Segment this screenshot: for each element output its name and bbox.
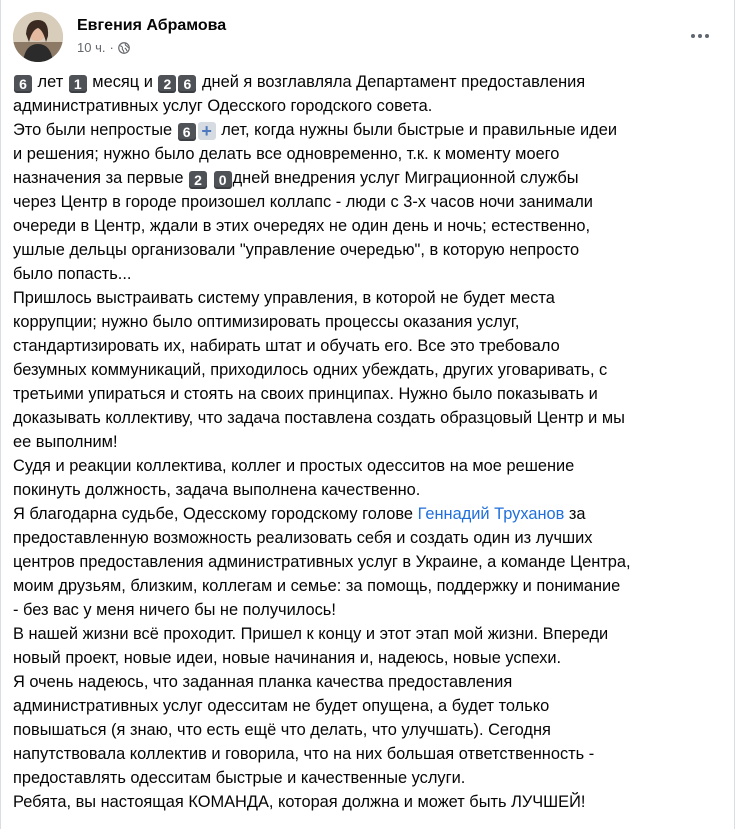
post-time[interactable]: 10 ч. xyxy=(77,40,106,55)
text-line: административных услуг Одесского городского совета. xyxy=(13,97,433,115)
post-meta xyxy=(77,40,130,56)
text-line: очереди в Центр, ждали в этих очередях не один день и ночь; естественно, xyxy=(13,217,591,235)
plus-emoji: + xyxy=(198,122,216,140)
keycap-1-emoji: 1 xyxy=(69,75,87,93)
text-line: ее выполним! xyxy=(13,433,118,451)
text-line xyxy=(13,502,718,526)
meta-separator: · xyxy=(109,40,114,55)
text-line: покинуть должность, задача выполнена качественно. xyxy=(13,481,421,499)
more-dot xyxy=(705,34,709,38)
avatar-image xyxy=(13,12,63,62)
text-line xyxy=(13,70,718,94)
more-options-button[interactable] xyxy=(682,18,718,54)
more-dot xyxy=(698,34,702,38)
text-line: административных услуг одесситам не будет опущена, а будет только xyxy=(13,697,550,715)
text-line: - без вас у меня ничего бы не получилось! xyxy=(13,601,336,619)
text-line xyxy=(13,118,718,142)
text-line: Пришлось выстраивать систему управления, в которой не будет места xyxy=(13,289,555,307)
text-line: безумных коммуникаций, приходилось одних убеждать, других уговаривать, с xyxy=(13,361,608,379)
avatar[interactable] xyxy=(13,12,63,62)
text-line: предоставлять одесситам быстрые и качественные услуги. xyxy=(13,769,466,787)
text-line: новый проект, новые идеи, новые начинания и, надеюсь, новые успехи. xyxy=(13,649,562,667)
more-horizontal-icon xyxy=(691,34,695,38)
text-span: дней я возглавляла Департамент предоставления xyxy=(197,73,586,91)
text-line: доказывать коллективу, что задача поставлена создать образцовый Центр и мы xyxy=(13,409,625,427)
text-span: лет xyxy=(33,73,68,91)
keycap-6-emoji: 6 xyxy=(178,123,196,141)
text-line: моим друзьям, близким, коллегам и семье: за помощь, поддержку и понимание xyxy=(13,577,621,595)
post-text xyxy=(13,70,718,814)
mention-link[interactable]: Геннадий Труханов xyxy=(417,505,565,523)
text-line: ушлые дельцы организовали "управление очередью", в которую непросто xyxy=(13,241,580,259)
text-line: центров предоставления административных услуг в Украине, а команде Центра, xyxy=(13,553,631,571)
text-span: дней внедрения услуг Миграционной службы xyxy=(232,169,579,187)
text-line: напутствовала коллектив и говорила, что на них большая ответственность - xyxy=(13,745,595,763)
text-line: третьими упираться и стоять на своих принципах. Нужно было показывать и xyxy=(13,385,598,403)
text-span: Я благодарна судьбе, Одесскому городскому голове xyxy=(13,505,418,523)
keycap-2-emoji: 2 xyxy=(189,171,207,189)
text-line: предоставленную возможность реализовать себя и создать один из лучших xyxy=(13,529,593,547)
keycap-0-emoji: 0 xyxy=(214,171,232,189)
text-line: Я очень надеюсь, что заданная планка качества предоставления xyxy=(13,673,513,691)
keycap-2-emoji: 2 xyxy=(158,75,176,93)
text-line: коррупции; нужно было оптимизировать процессы оказания услуг, xyxy=(13,313,520,331)
text-line: и решения; нужно было делать все одновременно, т.к. к моменту моего xyxy=(13,145,560,163)
text-line: повышаться (я знаю, что есть ещё что делать, что улучшать). Сегодня xyxy=(13,721,551,739)
globe-icon xyxy=(118,42,130,54)
text-line: через Центр в городе произошел коллапс - люди с 3-х часов ночи занимали xyxy=(13,193,593,211)
text-span: за xyxy=(564,505,586,523)
text-line: Судя и реакции коллектива, коллег и простых одесситов на мое решение xyxy=(13,457,575,475)
text-span: Это были непростые xyxy=(13,121,177,139)
text-line: Ребята, вы настоящая КОМАНДА, которая должна и может быть ЛУЧШЕЙ! xyxy=(13,793,586,811)
text-line: было попасть... xyxy=(13,265,132,283)
author-name[interactable]: Евгения Абрамова xyxy=(77,17,227,34)
keycap-6-emoji: 6 xyxy=(14,75,32,93)
text-line xyxy=(13,166,718,190)
text-span: месяц и xyxy=(87,73,158,91)
text-line: стандартизировать их, набирать штат и обучать его. Все это требовало xyxy=(13,337,560,355)
text-line: В нашей жизни всё проходит. Пришел к концу и этот этап мой жизни. Впереди xyxy=(13,625,609,643)
text-span: назначения за первые xyxy=(13,169,189,187)
post-header xyxy=(13,12,722,62)
keycap-6-emoji: 6 xyxy=(178,75,196,93)
text-span: лет, когда нужны были быстрые и правильные идеи xyxy=(216,121,618,139)
